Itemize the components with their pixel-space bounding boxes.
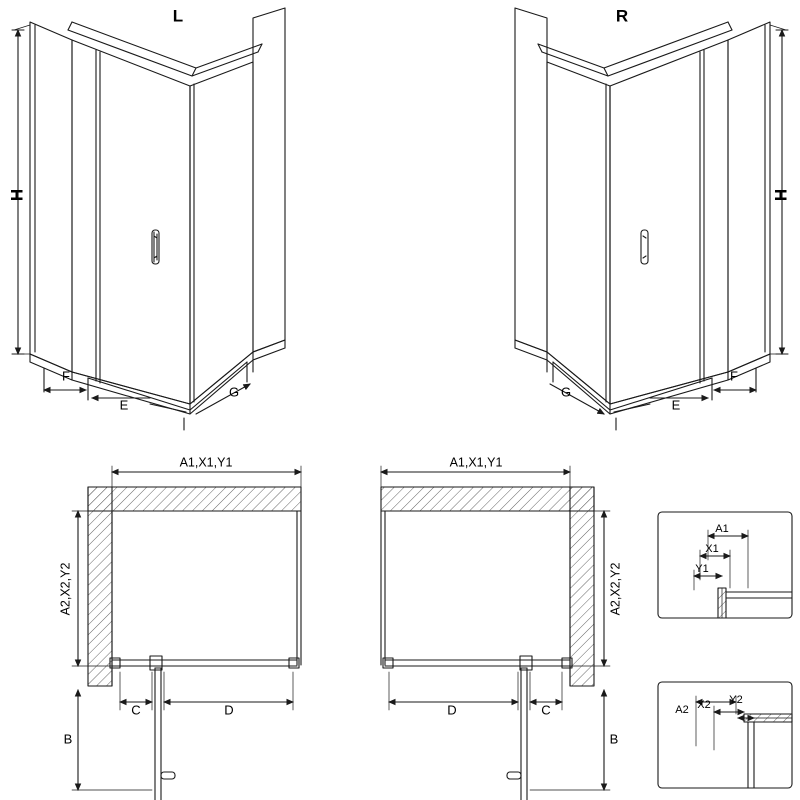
iso-view-right <box>515 8 770 414</box>
iso-right-height-label: H <box>771 188 791 202</box>
iso-right-title: R <box>615 6 629 26</box>
iso-right-E-label: E <box>671 397 681 413</box>
iso-left-F-label: F <box>62 368 70 384</box>
iso-right-F-label: F <box>730 368 738 384</box>
detail-bottom-Y2-label: Y2 <box>729 693 743 706</box>
plan-left-C-label: C <box>131 702 141 718</box>
plan-right-side-dim-label: A2,X2,Y2 <box>608 562 623 616</box>
plan-view-right <box>381 487 594 800</box>
detail-bottom-A2-label: A2 <box>675 703 689 716</box>
dim-bottom-right <box>547 360 756 430</box>
detail-top-A1-label: A1 <box>715 522 729 535</box>
plan-right-D-label: D <box>447 702 457 718</box>
plan-left-side-dim-label: A2,X2,Y2 <box>58 562 73 616</box>
iso-left-E-label: E <box>119 397 129 413</box>
detail-top-Y1-label: Y1 <box>695 562 709 575</box>
plan-view-left <box>88 487 301 800</box>
plan-right-C-label: C <box>541 702 551 718</box>
plan-left-B-label: B <box>63 731 73 747</box>
detail-bottom-X2-label: X2 <box>697 698 711 711</box>
iso-view-left <box>30 8 285 414</box>
plan-right-top-dim-label: A1,X1,Y1 <box>449 455 503 470</box>
iso-left-title: L <box>172 6 184 26</box>
plan-left-D-label: D <box>224 702 234 718</box>
plan-left-top-dim-label: A1,X1,Y1 <box>179 455 233 470</box>
iso-left-G-label: G <box>228 384 240 400</box>
iso-right-G-label: G <box>560 384 572 400</box>
plan-right-B-label: B <box>609 731 619 747</box>
detail-top-X1-label: X1 <box>705 542 719 555</box>
detail-bottom <box>658 682 792 788</box>
iso-left-height-label: H <box>7 188 27 202</box>
dim-bottom-left <box>44 360 253 430</box>
